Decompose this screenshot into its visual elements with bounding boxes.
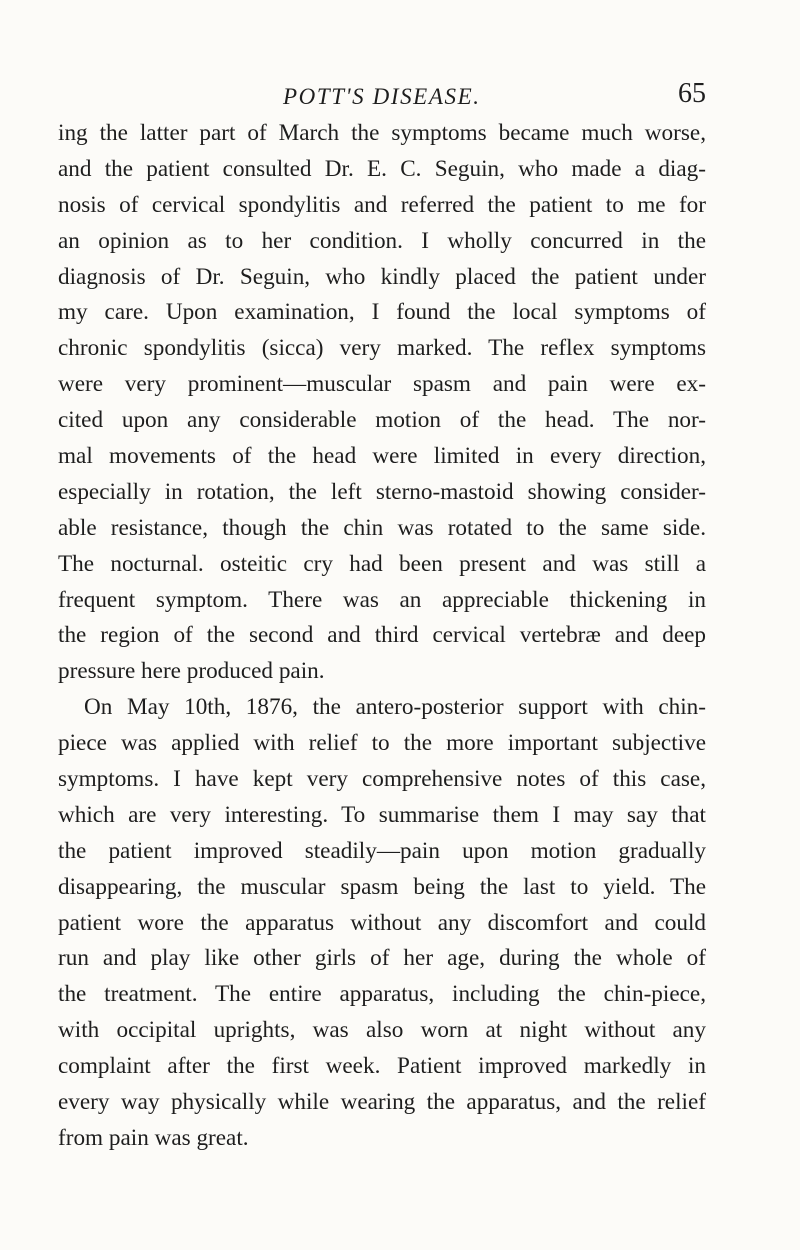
text-line: symptoms. I have kept very comprehensive notes of this case, (58, 766, 706, 793)
text-line: from pain was great. (58, 1124, 249, 1151)
paragraph-1 (58, 116, 706, 690)
text-line: my care. Upon examination, I found the local symptoms of (58, 299, 706, 326)
text-line: run and play like other girls of her age, during the whole of (58, 945, 706, 972)
text-line: every way physically while wearing the apparatus, and the relief (58, 1089, 706, 1116)
text-line: chronic spondylitis (sicca) very marked. The reflex symptoms (58, 335, 706, 362)
text-line: which are very interesting. To summarise them I may say that (58, 801, 706, 828)
text-line: pressure here produced pain. (58, 658, 325, 685)
page-number: 65 (678, 78, 706, 109)
text-line: diagnosis of Dr. Seguin, who kindly placed the patient under (58, 263, 706, 290)
text-line: especially in rotation, the left sterno-mastoid showing consider- (58, 478, 706, 505)
text-line: cited upon any considerable motion of the head. The nor- (58, 407, 706, 434)
text-line: The nocturnal. osteitic cry had been present and was still a (58, 550, 706, 577)
text-line: were very prominent—muscular spasm and pain were ex- (58, 371, 706, 398)
text-line: piece was applied with relief to the more important subjective (58, 730, 706, 757)
text-line: nosis of cervical spondylitis and referred the patient to me for (58, 191, 706, 218)
text-line: frequent symptom. There was an appreciable thickening in (58, 586, 706, 613)
text-line: ing the latter part of March the symptoms became much worse, (58, 120, 706, 146)
text-line: an opinion as to her condition. I wholly concurred in the (58, 227, 706, 254)
text-line: able resistance, though the chin was rotated to the same side. (58, 514, 706, 541)
text-line: complaint after the first week. Patient improved markedly in (58, 1053, 706, 1080)
text-line: and the patient consulted Dr. E. C. Seguin, who made a diag- (58, 155, 706, 182)
text-line: patient wore the apparatus without any discomfort and could (58, 909, 706, 936)
text-line: the patient improved steadily—pain upon motion gradually (58, 837, 706, 864)
text-line: disappearing, the muscular spasm being the last to yield. The (58, 873, 706, 900)
text-line: with occipital uprights, was also worn at night without any (58, 1017, 706, 1044)
page-header (58, 78, 706, 118)
text-line: the treatment. The entire apparatus, including the chin-piece, (58, 981, 706, 1008)
paragraph-2 (58, 690, 706, 1157)
body-text (58, 116, 706, 1157)
text-line: On May 10th, 1876, the antero-posterior support with chin- (84, 694, 706, 721)
running-head: POTT'S DISEASE. (283, 84, 481, 109)
text-line: mal movements of the head were limited in every direction, (58, 443, 706, 470)
text-line: the region of the second and third cervical vertebræ and deep (58, 622, 706, 649)
